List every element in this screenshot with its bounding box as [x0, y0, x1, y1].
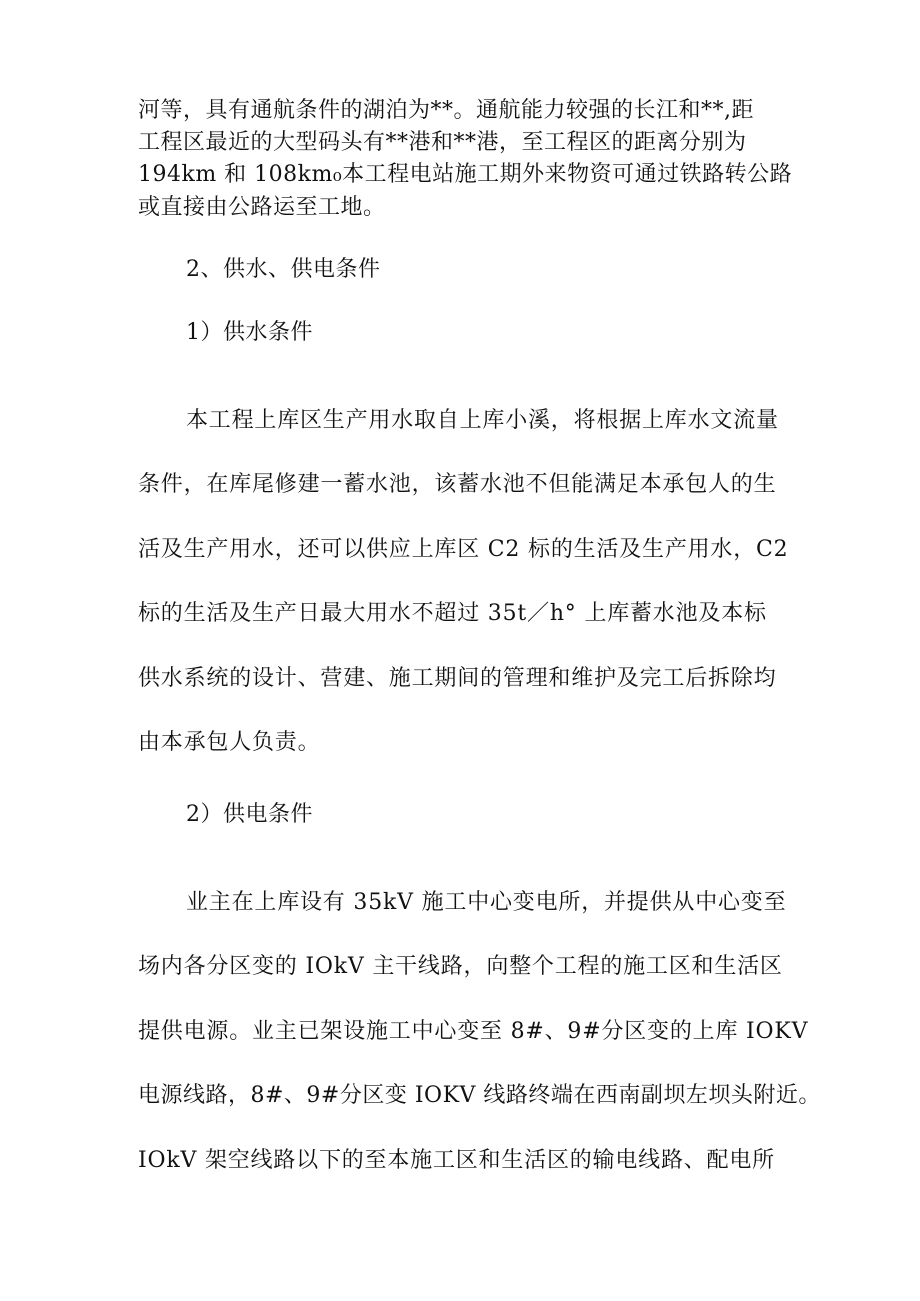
- water-line-4: 标的生活及生产日最大用水不超过 35t／h° 上库蓄水池及本标: [138, 601, 767, 626]
- water-line-3: 活及生产用水，还可以供应上库区 C2 标的生活及生产用水，C2: [138, 537, 789, 562]
- power-supply-heading: 2）供电条件: [186, 802, 313, 827]
- water-supply-heading: 1）供水条件: [186, 320, 313, 345]
- water-line-2: 条件，在库尾修建一蓄水池，该蓄水池不但能满足本承包人的生: [138, 472, 777, 497]
- intro-line-3: 194km 和 108km₀本工程电站施工期外来物资可通过铁路转公路: [138, 162, 793, 187]
- power-line-2: 场内各分区变的 IOkV 主干线路，向整个工程的施工区和生活区: [138, 954, 783, 979]
- power-line-3: 提供电源。业主已架设施工中心变至 8#、9#分区变的上库 IOKV: [138, 1019, 809, 1044]
- intro-line-4: 或直接由公路运至工地。: [138, 195, 386, 220]
- power-line-1: 业主在上库设有 35kV 施工中心变电所，并提供从中心变至: [186, 890, 787, 915]
- section-heading: 2、供水、供电条件: [186, 257, 381, 282]
- power-line-4: 电源线路，8#、9#分区变 IOKV 线路终端在西南副坝左坝头附近。: [138, 1083, 821, 1108]
- intro-line-1: 河等，具有通航条件的湖泊为**。通航能力较强的长江和**,距: [138, 98, 754, 123]
- water-line-6: 由本承包人负责。: [138, 730, 321, 755]
- water-line-5: 供水系统的设计、营建、施工期间的管理和维护及完工后拆除均: [138, 666, 777, 691]
- water-line-1: 本工程上库区生产用水取自上库小溪，将根据上库水文流量: [186, 408, 779, 433]
- intro-line-2: 工程区最近的大型码头有**港和**港，至工程区的距离分别为: [138, 130, 747, 155]
- power-line-5: IOkV 架空线路以下的至本施工区和生活区的输电线路、配电所: [138, 1148, 775, 1173]
